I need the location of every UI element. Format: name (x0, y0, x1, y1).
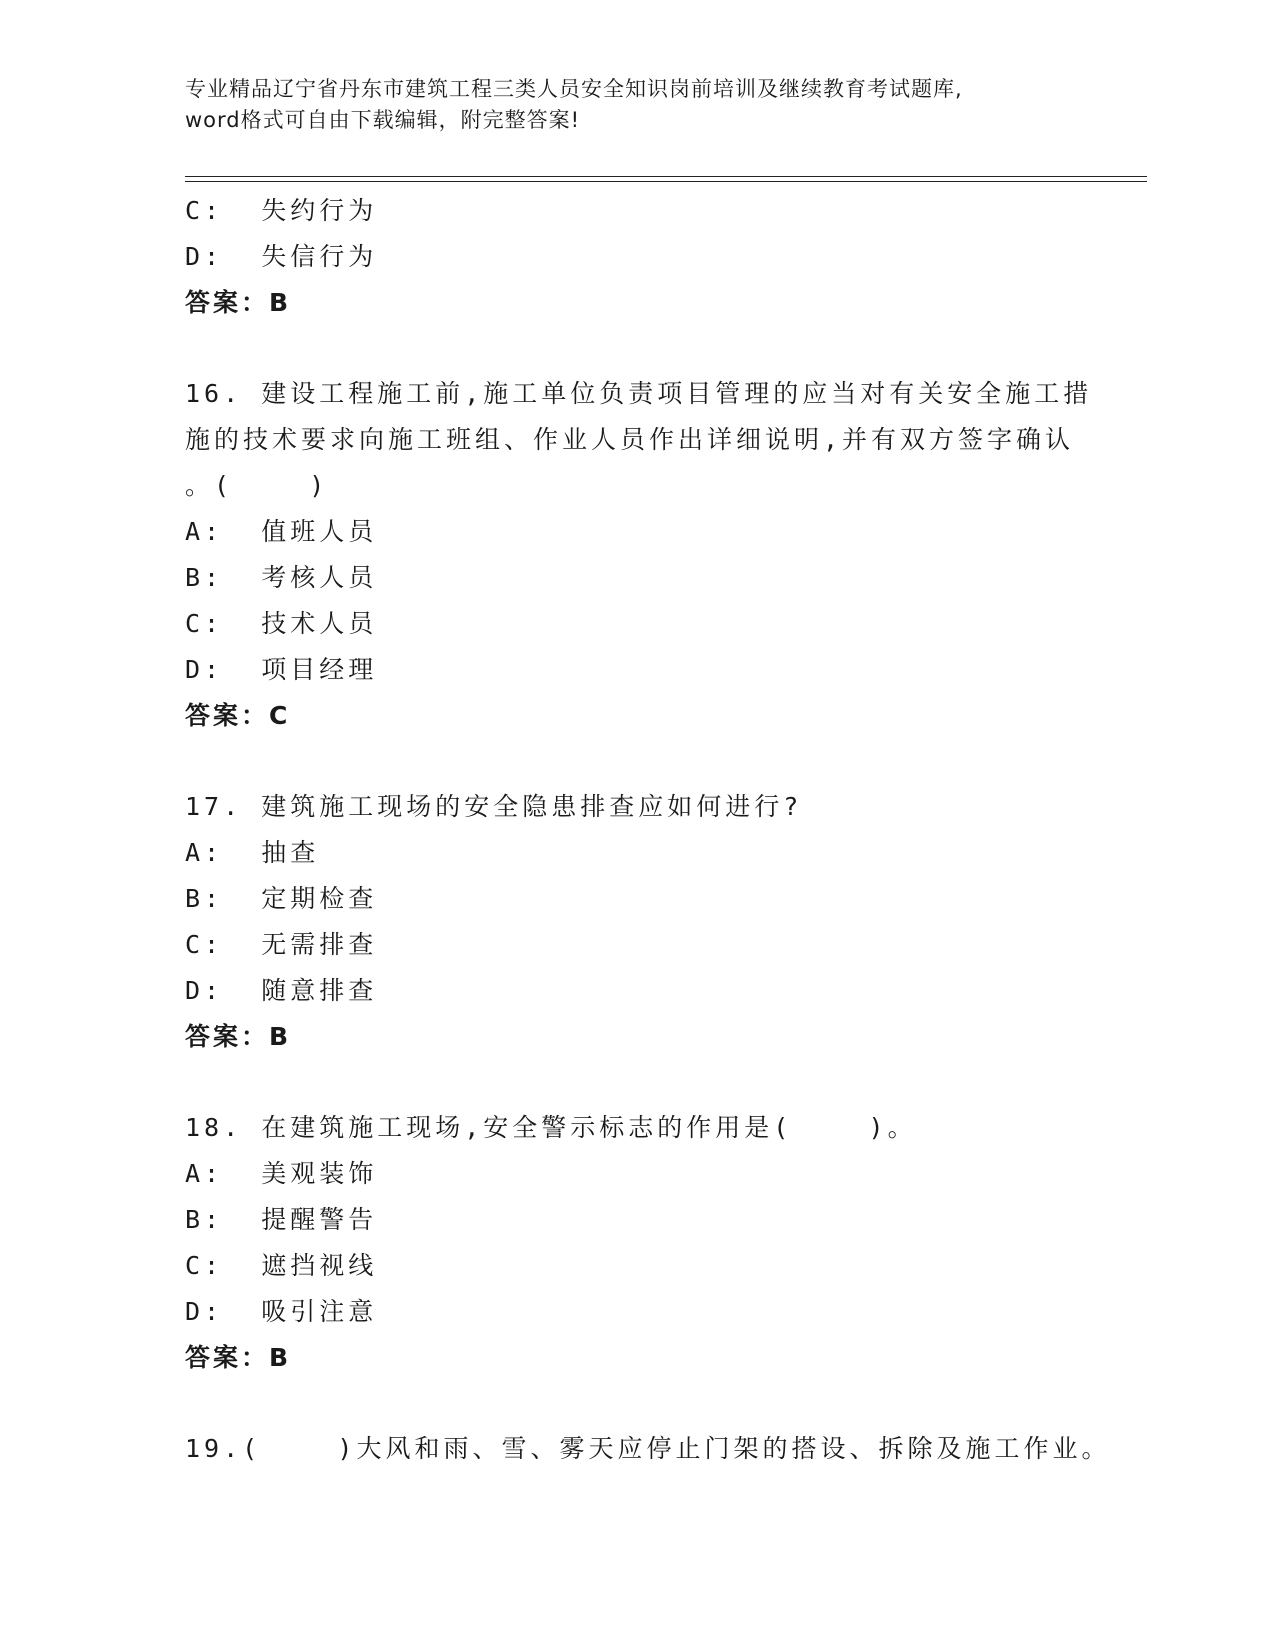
option-d: D: 失信行为 (185, 242, 378, 271)
option-b: B: 定期检查 (185, 884, 378, 913)
option-a: A: 抽查 (185, 838, 320, 867)
question-18 (185, 1105, 1085, 1381)
question-stem: 16. 建设工程施工前,施工单位负责项目管理的应当对有关安全施工措 (185, 379, 1093, 408)
document-header (185, 74, 1085, 136)
option-c: C: 无需排查 (185, 930, 378, 959)
header-line-2: word格式可自由下载编辑，附完整答案! (185, 108, 581, 132)
question-list (185, 188, 1111, 1472)
question-stem: 施的技术要求向施工班组、作业人员作出详细说明,并有双方签字确认 (185, 425, 1075, 454)
answer-line: 答案：B (185, 1343, 292, 1372)
header-rule-top (185, 176, 1147, 177)
answer-line: 答案：B (185, 1022, 292, 1051)
question-stem: 。( ) (185, 471, 329, 500)
option-d: D: 项目经理 (185, 655, 378, 684)
option-c: C: 遮挡视线 (185, 1251, 378, 1280)
option-a: A: 值班人员 (185, 517, 378, 546)
answer-line: 答案：C (185, 701, 291, 730)
question-16 (185, 371, 1093, 739)
option-b: B: 提醒警告 (185, 1205, 378, 1234)
header-rule-bottom (185, 181, 1147, 182)
option-c: C: 技术人员 (185, 609, 378, 638)
option-c: C: 失约行为 (185, 196, 378, 225)
question-stem: 17. 建筑施工现场的安全隐患排查应如何进行? (185, 792, 803, 821)
question-17 (185, 784, 1085, 1060)
question-19 (185, 1426, 1111, 1472)
option-d: D: 吸引注意 (185, 1297, 378, 1326)
option-a: A: 美观装饰 (185, 1159, 378, 1188)
option-d: D: 随意排查 (185, 976, 378, 1005)
question-stem: 18. 在建筑施工现场,安全警示标志的作用是( )。 (185, 1113, 917, 1142)
prev-question (185, 188, 1085, 326)
question-stem: 19.( )大风和雨、雪、雾天应停止门架的搭设、拆除及施工作业。 (185, 1434, 1111, 1463)
answer-line: 答案：B (185, 288, 292, 317)
header-line-1: 专业精品辽宁省丹东市建筑工程三类人员安全知识岗前培训及继续教育考试题库, (185, 77, 963, 101)
option-b: B: 考核人员 (185, 563, 378, 592)
